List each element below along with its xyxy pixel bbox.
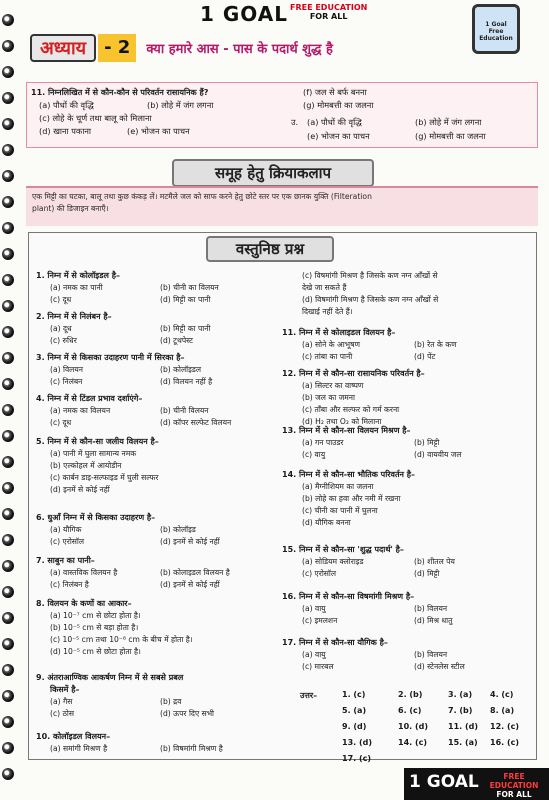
question-text: 11. निम्नलिखित में से कौन-कौन से परिवर्तन रासायनिक हैं? [31,88,209,97]
option: (c) तांबा का पानी [302,352,353,361]
question-text: 2. निम्न में से निलंबन है– [36,312,112,321]
answer-option: (b) लोहे में जंग लगना [415,117,482,127]
question-text: किसमें है– [50,685,80,694]
binding-ring-icon [2,534,14,546]
binding-ring-icon [2,586,14,598]
option: (d) मिट्टी [414,569,440,578]
binding-ring-icon [2,274,14,286]
option: (d) H₂ तथा O₂ को मिलाना [302,417,382,426]
answer-item: 3. (a) [448,690,473,699]
option: (a) पौधों की वृद्धि [39,100,94,110]
answer-item: 9. (d) [342,722,367,731]
binding-ring-icon [2,66,14,78]
option: (a) नमक का विलयन [50,406,111,415]
brand-tagline: FREE EDUCATION FOR ALL [290,3,368,21]
chapter-label: अध्याय [30,34,96,62]
question-text: 15. निम्न में से कौन-सा 'शुद्ध पदार्थ' है– [282,545,404,554]
spiral-binding [0,0,18,800]
option: (c) विषमांगी मिश्रण है जिसके कण नग्न आँखों से [302,271,438,280]
option: (c) 10⁻⁵ cm तथा 10⁻⁸ cm के बीच में होता है। [50,635,193,644]
option: (d) 10⁻⁵ cm से छोटा होता है। [50,647,141,656]
binding-ring-icon [2,326,14,338]
answer-item: 10. (d) [398,722,428,731]
option: (b) मिट्टी का पानी [160,324,211,333]
binding-ring-icon [2,768,14,780]
answer-label: उत्तर– [300,691,318,700]
option: (c) वायु [302,450,326,459]
question-text: 16. निम्न में से कौन-सा विषमांगी मिश्रण है– [282,592,415,601]
question-text: 11. निम्न में से कोलाइडल विलयन है– [282,328,396,337]
answer-option: (a) पौधों की वृद्धि [307,117,362,127]
option: (b) चीनी विलयन [160,406,209,415]
option: (a) मैग्नीशियम का जलना [302,482,374,491]
option: (a) समांगी मिश्रण है [50,744,108,753]
question-text: 6. धुआँ निम्न में से किसका उदाहरण है– [36,513,156,522]
option: (c) निलंबन [50,377,83,386]
option: (c) दूध [50,295,72,304]
option: (e) भोजन का पाचन [127,126,190,136]
question-text: 13. निम्न में से कौन-सा विलयन मिश्रण है– [282,426,411,435]
binding-ring-icon [2,248,14,260]
option: (c) कार्बन डाइ-सल्फाइड में घुली सल्फर [50,473,159,482]
option: (a) दूध [50,324,72,333]
option: (b) रेत के कण [414,340,457,349]
binding-ring-icon [2,196,14,208]
option: (b) विलयन [414,604,448,613]
answer-item: 16. (c) [490,738,520,747]
option: (d) मिट्टी का पानी [160,295,211,304]
question-11-box [26,82,538,148]
binding-ring-icon [2,378,14,390]
binding-ring-icon [2,482,14,494]
answer-label: उ. [291,117,299,127]
answer-item: 4. (c) [490,690,514,699]
option: (c) ताँबा और सल्फर को गर्म करना [302,405,400,414]
answer-item: 15. (a) [448,738,478,747]
option: (b) एल्कोहल में आयोडीन [50,461,122,470]
question-text: 4. निम्न में से टिंडल प्रभाव दर्शाएंगे– [36,394,143,403]
option: (b) विषमांगी मिश्रण है [160,744,223,753]
binding-ring-icon [2,560,14,572]
option: (d) विषमांगी मिश्रण है जिसके कण नग्न आँखों से [302,295,439,304]
binding-ring-icon [2,92,14,104]
answer-item: 12. (c) [490,722,520,731]
answer-item: 5. (a) [342,706,367,715]
option: (c) चीनी का पानी में घुलना [302,506,378,515]
option: (b) कोलॉइडल [160,365,202,374]
binding-ring-icon [2,300,14,312]
answer-item: 11. (d) [448,722,478,731]
option: (d) पेंट [414,352,436,361]
option: (a) विलयन [50,365,83,374]
option: (d) वायवीय जल [414,450,462,459]
chapter-heading [30,34,333,62]
question-text: 5. निम्न में से कौन-सा जलीय विलयन है– [36,437,159,446]
option: (c) मारबल [302,662,334,671]
answer-option: (g) मोमबत्ती का जलना [415,131,486,141]
option: (a) गन पाउडर [302,438,344,447]
answer-item: 17. (c) [342,754,372,763]
answer-item: 2. (b) [398,690,423,699]
option: (c) ठोस [50,709,75,718]
option: देखे जा सकते हैं [302,283,347,292]
binding-ring-icon [2,144,14,156]
option: (d) इनमें से कोई नहीं [160,580,220,589]
question-text: 12. निम्न में से कौन-सा रासायनिक परिवर्तन है– [282,369,425,378]
page-footer [404,768,549,800]
answer-item: 6. (c) [398,706,422,715]
option: (c) निलंबन है [50,580,89,589]
binding-ring-icon [2,690,14,702]
question-text: 17. निम्न में से कौन-सा यौगिक है– [282,638,388,647]
option: (d) टूथपेस्ट [160,336,193,345]
option: (a) वायु [302,650,326,659]
answer-item: 14. (c) [398,738,428,747]
binding-ring-icon [2,222,14,234]
activity-heading: समूह हेतु क्रियाकलाप [172,159,374,187]
chapter-title: क्या हमारे आस - पास के पदार्थ शुद्ध है [146,42,333,57]
binding-ring-icon [2,716,14,728]
binding-ring-icon [2,170,14,182]
footer-logo: 1 GOAL [409,772,479,792]
option: (a) पानी में घुला सामान्य नमक [50,449,137,458]
option: (d) यौगिक बनना [302,518,351,527]
activity-text: एक मिट्टी का घटका, बालू तथा कुछ कंकड़ लें। मटमैले जल को साफ करने हेतु छोटे स्तर पर एक छानक युक्ति (Filteration plant) की डिजाइन बनाएँ। [26,186,538,226]
option: (b) विलयन [414,650,448,659]
option: (d) विलयन नहीं है [160,377,213,386]
option: (c) लोहे के चूर्ण तथा बालू को मिलाना [39,113,152,123]
option: (c) रुधिर [50,336,77,345]
option: (a) यौगिक [50,525,82,534]
option: (b) चीनी का विलयन [160,283,219,292]
option: (d) ऊपर दिए सभी [160,709,215,718]
binding-ring-icon [2,352,14,364]
option: (d) इनमें से कोई नहीं [50,485,110,494]
question-text: 10. कोलॉइडल विलयन– [36,732,111,741]
option: (d) इनमें से कोई नहीं [160,537,220,546]
option: (c) इमलशन [302,616,338,625]
option: (a) वायु [302,604,326,613]
binding-ring-icon [2,612,14,624]
option: (b) लोहे में जंग लगना [147,100,214,110]
question-text: 1. निम्न में से कोलॉइडल है– [36,271,120,280]
page-header [0,0,549,42]
option: (a) सोने के आभूषण [302,340,360,349]
binding-ring-icon [2,742,14,754]
binding-ring-icon [2,404,14,416]
option: दिखाई नहीं देते हैं। [302,307,353,316]
option: (b) 10⁻⁵ cm से बड़ा होता है। [50,623,139,632]
option: (c) दूध [50,418,72,427]
option: (c) एरोसॉल [302,569,337,578]
option: (a) सोडियम क्लोराइड [302,557,364,566]
binding-ring-icon [2,664,14,676]
option: (d) स्टेनलेस स्टील [414,662,465,671]
option: (d) खाना पकाना [39,126,91,136]
binding-ring-icon [2,456,14,468]
binding-ring-icon [2,638,14,650]
question-text: 9. अंतराआण्विक आकर्षण निम्न में से सबसे प्रबल [36,673,184,682]
option: (a) नमक का पानी [50,283,103,292]
option: (c) एरोसॉल [50,537,85,546]
option: (d) मिश्र धातु [414,616,453,625]
option: (a) सिल्टर का वाष्पण [302,381,364,390]
question-text: 7. साबुन का पानी– [36,556,95,565]
option: (d) कॉपर सल्फेट विलयन [160,418,232,427]
question-text: 3. निम्न में से किसका उदाहरण पानी में सिरका है– [36,353,185,362]
option: (b) मिट्टी [414,438,440,447]
option: (a) गैस [50,697,73,706]
option: (a) वास्तविक विलयन है [50,568,118,577]
question-text: 14. निम्न में से कौन-सा भौतिक परिवर्तन है– [282,470,416,479]
answer-item: 13. (d) [342,738,372,747]
option: (b) कोलॉइड [160,525,196,534]
option: (b) शीतल पेय [414,557,455,566]
question-text: 8. विलयन के कणों का आकार– [36,599,132,608]
option: (g) मोमबत्ती का जलना [303,100,374,110]
option: (f) जल से बर्फ बनना [303,87,367,97]
option: (b) लोहे का हवा और नमी में रखना [302,494,401,503]
option: (a) 10⁻⁷ cm से छोटा होता है। [50,611,141,620]
answer-option: (e) भोजन का पाचन [307,131,370,141]
phone-logo-icon: 1 Goal Free Education [472,4,520,54]
answer-item: 1. (c) [342,690,366,699]
mcq-heading: वस्तुनिष्ठ प्रश्न [206,236,334,262]
option: (b) जल का जमना [302,393,355,402]
brand-logo: 1 GOAL [200,2,288,26]
binding-ring-icon [2,430,14,442]
binding-ring-icon [2,40,14,52]
option: (b) द्रव [160,697,182,706]
answer-item: 8. (a) [490,706,515,715]
binding-ring-icon [2,118,14,130]
chapter-number: - 2 [98,34,136,62]
binding-ring-icon [2,508,14,520]
footer-tagline: FREE EDUCATION FOR ALL [489,772,539,799]
option: (b) कोलाइडल विलयन है [160,568,230,577]
answer-item: 7. (b) [448,706,473,715]
